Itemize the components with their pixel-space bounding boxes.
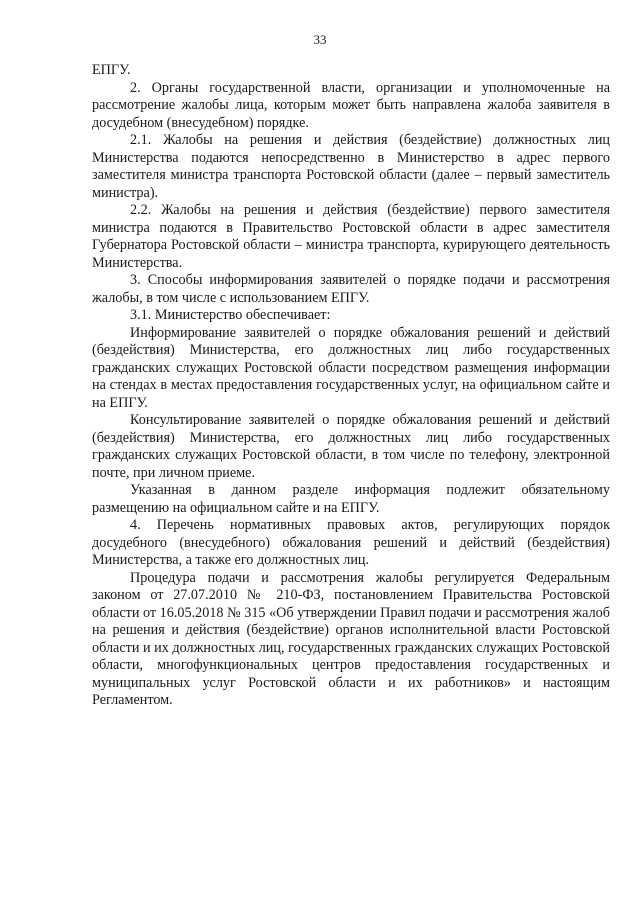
paragraph-continuation: ЕПГУ. — [92, 62, 131, 78]
paragraph-section-2: 2. Органы государственной власти, организации и уполномоченные на рассмотрение жалобы лица, которым может быть направлена жалоба заявителя в досудебном (внесудебном) порядке. — [92, 79, 610, 131]
paragraph-consulting: Консультирование заявителей о порядке обжалования решений и действий (бездействия) Министерства, его должностных лиц либо государственных гражданских служащих Ростовской области, в том числе по телефону, электронной почте, при личном приеме. — [92, 412, 610, 481]
paragraph-section-4: 4. Перечень нормативных правовых актов, регулирующих порядок досудебного (внесудебного) обжалования решений и действий (бездействия) Министерства, а также его должностных лиц. — [92, 517, 610, 568]
paragraph-publication: Указанная в данном разделе информация подлежит обязательному размещению на официальном сайте и на ЕПГУ. — [92, 482, 610, 516]
paragraph-section-2-1: 2.1. Жалобы на решения и действия (бездействие) должностных лиц Министерства подаются непосредственно в Министерство в адрес первого заместителя министра транспорта Ростовской области (далее – первый заместитель министра). — [92, 132, 610, 201]
paragraph-procedure: Процедура подачи и рассмотрения жалобы регулируется Федеральным законом от 27.07.2010 № 210-ФЗ, постановлением Правительства Ростовской области от 16.05.2018 № 315 «Об утверждении Правил подачи и рассмотрения жалоб на решения и действия (бездействие) органов исполнительной власти Ростовской области и их должностных лиц, государственных гражданских служащих Ростовской области, многофункциональных центров предоставления государственных и муниципальных услуг Ростовской области и их работников» и настоящим Регламентом. — [92, 569, 610, 708]
paragraph-section-3-1: 3.1. Министерство обеспечивает: — [130, 307, 331, 323]
paragraph-section-3: 3. Способы информирования заявителей о порядке подачи и рассмотрения жалобы, в том числе с использованием ЕПГУ. — [92, 272, 610, 306]
document-body — [92, 62, 610, 710]
paragraph-section-2-2: 2.2. Жалобы на решения и действия (бездействие) первого заместителя министра подаются в Правительство Ростовской области в адрес заместителя Губернатора Ростовской области – министра транспорта, курирующего деятельность Министерства. — [92, 202, 610, 271]
paragraph-informing: Информирование заявителей о порядке обжалования решений и действий (бездействия) Министерства, его должностных лиц либо государственных гражданских служащих Ростовской области посредством размещения информации на стендах в местах предоставления государственных услуг, на официальном сайте и на ЕПГУ. — [92, 324, 610, 411]
page-number: 33 — [313, 32, 327, 47]
